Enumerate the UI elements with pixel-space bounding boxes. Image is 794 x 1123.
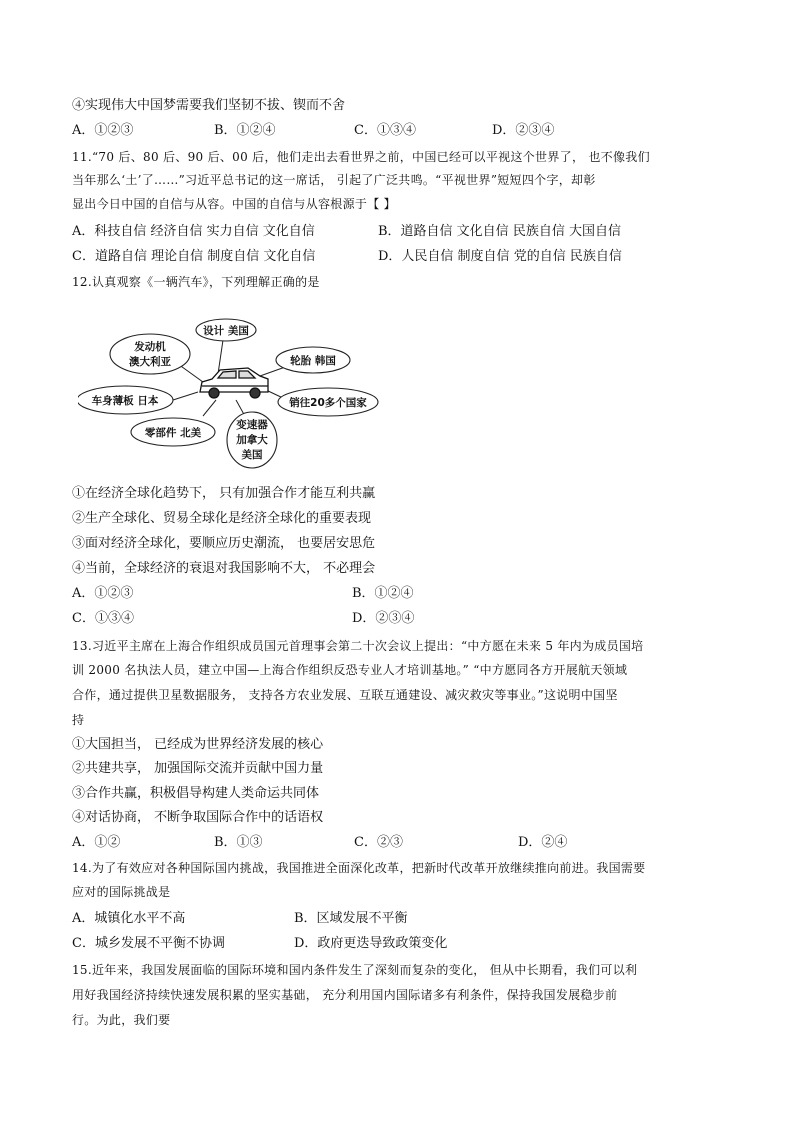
q11-stem-line-2: 当年那么‘土’了……”习近平总书记的这一席话， 引起了广泛共鸣。“平视世界”短短四个字，却彰 [72, 173, 596, 187]
q12-item-3: ③面对经济全球化，要顺应历史潮流， 也要居安思危 [72, 536, 376, 551]
q13-item-3: ③合作共赢，积极倡导构建人类命运共同体 [72, 786, 320, 801]
diagram-parts: 零部件 北美 [144, 427, 202, 439]
q13-stem-line-2: 训 2000 名执法人员，建立中国—上海合作组织反恐专业人才培训基地。” “中方愿同各方开展航天领域 [72, 663, 628, 677]
q12-item-2: ②生产全球化、贸易全球化是经济全球化的重要表现 [72, 511, 372, 526]
q12-option-a: A．①②③ [72, 586, 134, 601]
q10-item-4: ④实现伟大中国梦需要我们坚韧不拔、锲而不舍 [72, 98, 346, 113]
q12-item-1: ①在经济全球化趋势下， 只有加强合作才能互利共赢 [72, 486, 376, 501]
q15-stem-line-2: 用好我国经济持续快速发展积累的坚实基础， 充分利用国内国际诸多有利条件，保持我国发展稳步前 [72, 988, 618, 1002]
diagram-gearbox-2: 加拿大 [236, 434, 268, 446]
q12-option-b: B．①②④ [352, 586, 414, 601]
q13-option-a: A．①② [72, 835, 121, 850]
diagram-engine-2: 澳大利亚 [129, 356, 171, 368]
diagram-tire: 轮胎 韩国 [290, 355, 336, 367]
q12-item-4: ④当前，全球经济的衰退对我国影响不大， 不必理会 [72, 561, 376, 576]
q11-option-b: B．道路自信 文化自信 民族自信 大国自信 [378, 224, 621, 239]
q14-option-a: A．城镇化水平不高 [72, 911, 186, 926]
q14-option-c: C．城乡发展不平衡不协调 [72, 936, 225, 951]
diagram-gearbox-1: 变速器 [236, 419, 268, 431]
q13-option-d: D．②④ [518, 835, 568, 850]
q14-stem-line-2: 应对的国际挑战是 [72, 885, 171, 899]
q11-option-c: C．道路自信 理论自信 制度自信 文化自信 [72, 249, 316, 264]
diagram-body: 车身薄板 日本 [91, 395, 159, 407]
q13-item-2: ②共建共享， 加强国际交流并贡献中国力量 [72, 761, 324, 776]
q14-option-d: D．政府更迭导致政策变化 [294, 936, 448, 951]
q13-stem-line-4: 持 [72, 713, 85, 727]
q10-option-a: A．①②③ [72, 123, 134, 138]
car-origin-diagram [78, 312, 383, 472]
q10-option-c: C．①③④ [354, 123, 416, 138]
q13-item-4: ④对话协商， 不断争取国际合作中的话语权 [72, 810, 324, 825]
diagram-engine-1: 发动机 [134, 341, 166, 353]
diagram-design: 设计 美国 [203, 325, 249, 337]
q13-option-c: C．②③ [354, 835, 403, 850]
q11-stem-line-1: 11.“70 后、80 后、90 后、00 后，他们走出去看世界之前，中国已经可以平视这个世界了， 也不像我们 [72, 150, 650, 164]
q11-option-a: A．科技自信 经济自信 实力自信 文化自信 [72, 224, 315, 239]
q11-option-d: D．人民自信 制度自信 党的自信 民族自信 [378, 249, 622, 264]
car-icon [200, 368, 268, 398]
q12-option-c: C．①③④ [72, 611, 134, 626]
q10-option-b: B．①②④ [214, 123, 276, 138]
q12-option-d: D．②③④ [352, 611, 415, 626]
q15-stem-line-3: 行。为此，我们要 [72, 1013, 171, 1027]
q12-stem: 12.认真观察《一辆汽车》，下列理解正确的是 [72, 275, 320, 289]
q15-stem-line-1: 15.近年来，我国发展面临的国际环境和国内条件发生了深刻而复杂的变化， 但从中长期看，我们可以利 [72, 963, 638, 977]
q13-stem-line-1: 13.习近平主席在上海合作组织成员国元首理事会第二十次会议上提出：“中方愿在未来 5 年内为成员国培 [72, 639, 644, 653]
q13-stem-line-3: 合作，通过提供卫星数据服务， 支持各方农业发展、互联互通建设、减灾救灾等事业。”这说明中国坚 [72, 688, 618, 702]
diagram-gearbox-3: 美国 [241, 449, 263, 461]
diagram-sales: 销往20多个国家 [289, 397, 367, 409]
q10-option-d: D．②③④ [492, 123, 555, 138]
q13-option-b: B．①③ [214, 835, 263, 850]
q11-stem-line-3: 显出今日中国的自信与从容。中国的自信与从容根源于【 】 [72, 197, 396, 211]
q14-option-b: B．区域发展不平衡 [294, 911, 408, 926]
q14-stem-line-1: 14.为了有效应对各种国际国内挑战，我国推进全面深化改革，把新时代改革开放继续推向前进。我国需要 [72, 861, 646, 875]
q13-item-1: ①大国担当， 已经成为世界经济发展的核心 [72, 737, 324, 752]
